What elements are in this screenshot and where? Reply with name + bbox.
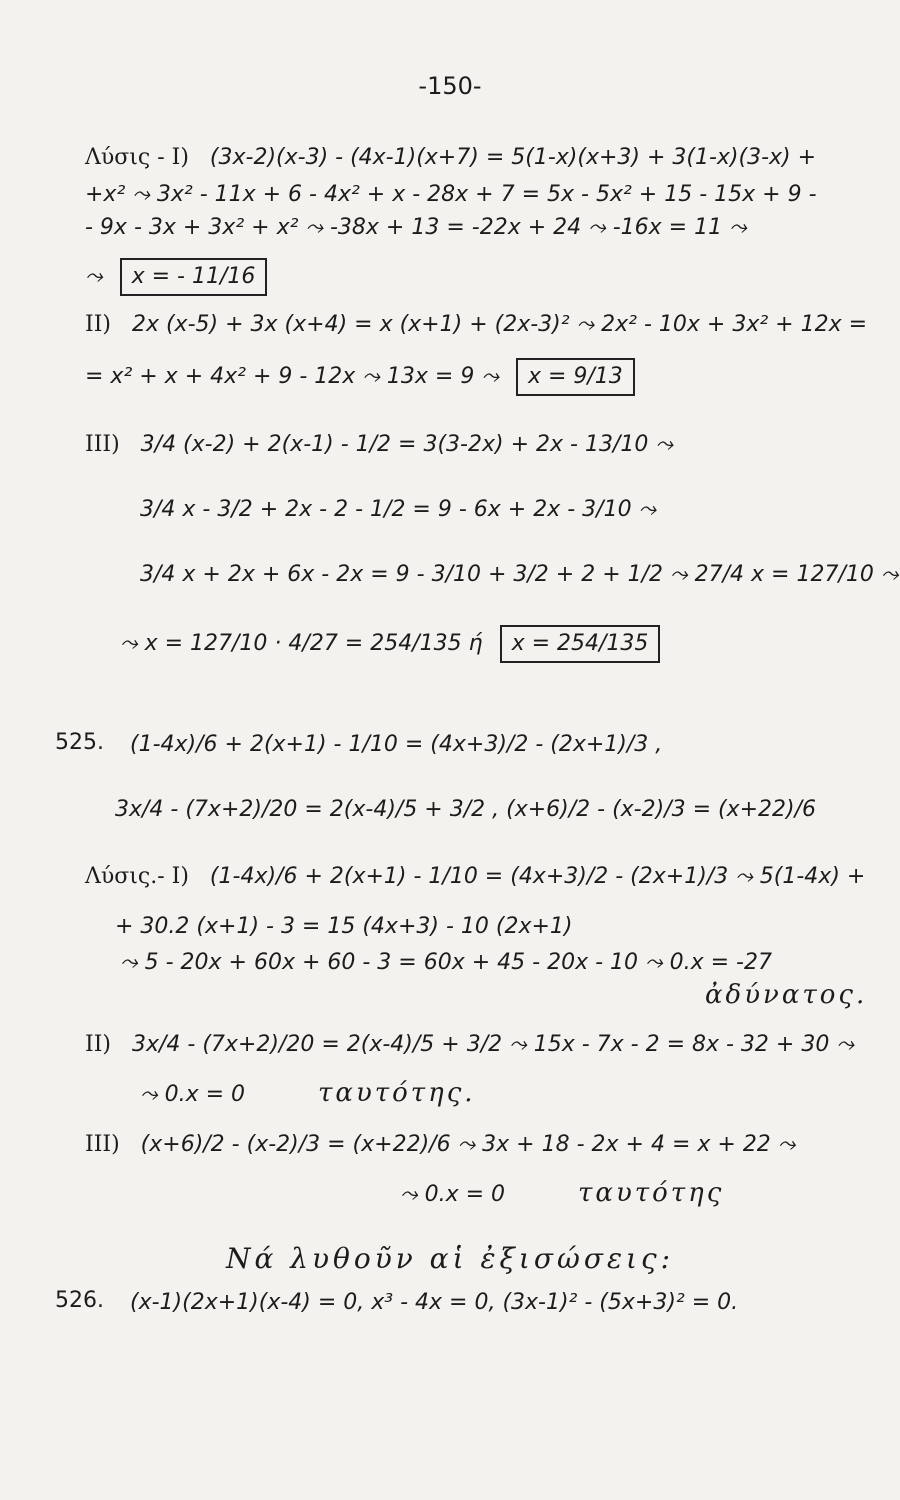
equation: ⤳ x = 127/10 · 4/27 = 254/135 ή: [120, 631, 483, 656]
page-number: -150-: [418, 72, 482, 100]
boxed-answer: x = 9/13: [516, 358, 635, 396]
equation: (3x-2)(x-3) - (4x-1)(x+7) = 5(1-x)(x+3) + 3(1-x)(3-x) +: [209, 145, 817, 170]
equation: (x+6)/2 - (x-2)/3 = (x+22)/6 ⤳ 3x + 18 - 2x + 4 = x + 22 ⤳: [140, 1132, 796, 1157]
boxed-answer: x = - 11/16: [120, 258, 268, 296]
result-word-identity-2: ταυτότης: [578, 1178, 725, 1208]
sol524-line-3: - 9x - 3x + 3x² + x² ⤳ -38x + 13 = -22x + 24 ⤳ -16x = 11 ⤳: [85, 215, 747, 240]
arrow: ⤳: [85, 264, 103, 289]
result-word-impossible: ἀδύνατος.: [705, 980, 868, 1010]
part-label: II): [85, 312, 111, 337]
exercise-number-526: 526.: [55, 1288, 104, 1313]
ex526-line-1: (x-1)(2x+1)(x-4) = 0, x³ - 4x = 0, (3x-1)² - (5x+3)² = 0.: [130, 1290, 739, 1315]
sol525-line-1: [85, 862, 875, 892]
exercise-number-525: 525.: [55, 730, 104, 755]
sol525-II-line-2: ⤳ 0.x = 0: [140, 1082, 246, 1107]
sol525-II-line-1: [85, 1030, 875, 1060]
ex525-line-2: 3x/4 - (7x+2)/20 = 2(x-4)/5 + 3/2 , (x+6)/2 - (x-2)/3 = (x+22)/6: [115, 797, 817, 822]
solution-label: Λύσις - I): [85, 145, 189, 170]
part-label: II): [85, 1032, 111, 1057]
sol524-III-line-2: 3/4 x - 3/2 + 2x - 2 - 1/2 = 9 - 6x + 2x - 3/10 ⤳: [140, 497, 657, 522]
equation: (1-4x)/6 + 2(x+1) - 1/10 = (4x+3)/2 - (2x+1)/3 ⤳ 5(1-4x) +: [209, 864, 866, 889]
sol525-line-2: + 30.2 (x+1) - 3 = 15 (4x+3) - 10 (2x+1): [115, 914, 573, 939]
ex525-line-1: (1-4x)/6 + 2(x+1) - 1/10 = (4x+3)/2 - (2x+1)/3 ,: [130, 732, 663, 757]
result-word-identity: ταυτότης.: [318, 1078, 476, 1108]
sol524-answer-1-line: [85, 258, 875, 296]
sol524-III-line-4: [120, 625, 875, 663]
part-label: III): [85, 1132, 120, 1157]
sol525-III-line-2: ⤳ 0.x = 0: [400, 1182, 506, 1207]
sol525-III-line-1: [85, 1130, 875, 1160]
sol524-II-line-2: [85, 358, 875, 396]
sol524-line-2: +x² ⤳ 3x² - 11x + 6 - 4x² + x - 28x + 7 = 5x - 5x² + 15 - 15x + 9 -: [85, 182, 817, 207]
solution-label: Λύσις.- I): [85, 864, 189, 889]
equation: = x² + x + 4x² + 9 - 12x ⤳ 13x = 9 ⤳: [85, 364, 499, 389]
sol524-line-1: [85, 143, 875, 173]
part-label: III): [85, 432, 120, 457]
boxed-answer: x = 254/135: [500, 625, 661, 663]
equation: 2x (x-5) + 3x (x+4) = x (x+1) + (2x-3)² ⤳ 2x² - 10x + 3x² + 12x =: [131, 312, 868, 337]
sol524-III-line-1: [85, 430, 875, 460]
equation: 3/4 (x-2) + 2(x-1) - 1/2 = 3(3-2x) + 2x - 13/10 ⤳: [140, 432, 673, 457]
sol524-II-line-1: [85, 310, 875, 340]
sol524-III-line-3: 3/4 x + 2x + 6x - 2x = 9 - 3/10 + 3/2 + 2 + 1/2 ⤳ 27/4 x = 127/10 ⤳: [140, 562, 899, 587]
equation: 3x/4 - (7x+2)/20 = 2(x-4)/5 + 3/2 ⤳ 15x - 7x - 2 = 8x - 32 + 30 ⤳: [131, 1032, 854, 1057]
section-heading: Νά λυθοῦν αἱ ἐξισώσεις:: [225, 1242, 675, 1275]
sol525-line-3: ⤳ 5 - 20x + 60x + 60 - 3 = 60x + 45 - 20x - 10 ⤳ 0.x = -27: [120, 950, 772, 975]
